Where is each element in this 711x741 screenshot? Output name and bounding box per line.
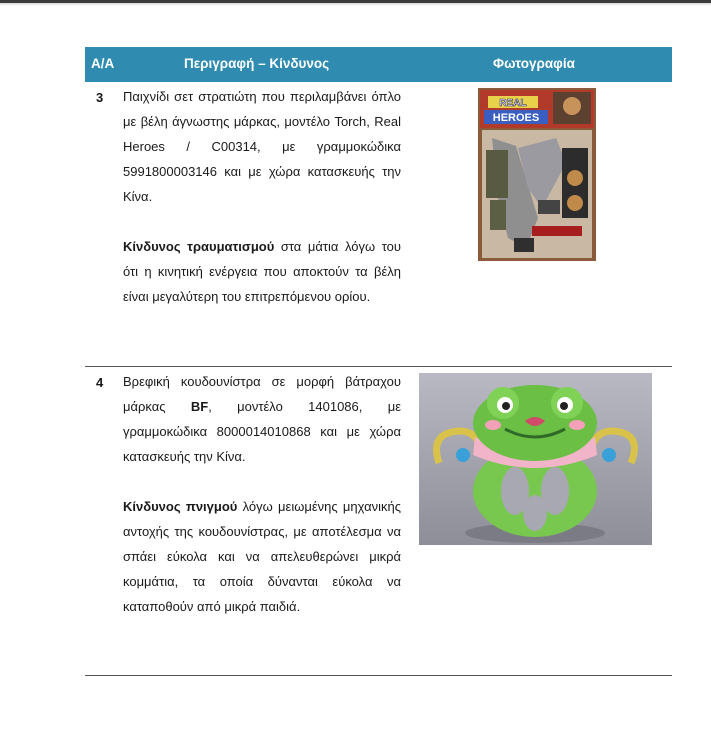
description-text: Βρεφική κουδουνίστρα σε μορφή βάτραχου μάρκας [123,374,401,414]
table-bottom-rule [85,675,672,676]
description-text: , μοντέλο 1401086, με γραμμοκώδικα 8000014010868 και με χώρα κατασκευής την Κίνα. [123,399,401,464]
window-top-shadow [0,3,711,6]
package-text-heroes: HEROES [492,112,540,124]
risk-text: στα μάτια λόγω του ότι η κινητική ενέργεια που αποκτούν τα βέλη είναι μεγαλύτερη του επιτρεπόμενου ορίου. [123,239,401,304]
brand-name: BF [190,399,209,414]
risk-description [123,494,401,619]
header-number: Α/Α [91,56,115,71]
risk-label: Κίνδυνος τραυματισμού [123,239,275,254]
row-description [123,84,401,309]
row-number: 4 [96,375,104,390]
row-description [123,369,401,619]
table-header [85,47,672,82]
row-number: 3 [96,90,104,105]
risk-description [123,234,401,309]
frog-rattle-photo [419,373,652,545]
header-photo: Φωτογραφία [493,56,575,71]
header-description: Περιγραφή – Κίνδυνος [184,56,330,71]
product-description: Παιχνίδι σετ στρατιώτη που περιλαμβάνει όπλο με βέλη άγνωστης μάρκας, μοντέλο Torch, Real Heroes / C00314, με γραμμοκώδικα 5991800003146 και με χώρα κατασκευής την Κίνα. [123,89,401,204]
risk-text: λόγω μειωμένης μηχανικής αντοχής της κουδουνίστρας, με αποτέλεσμα να σπάει εύκολα και να απελευθερώνει μικρά κομμάτια, τα οποία δύνανται εύκολα να καταποθούν από μικρά παιδιά. [123,499,401,614]
row-divider [85,366,672,367]
toy-soldier-set-photo [478,88,596,261]
package-text-real: REAL [499,98,527,109]
risk-label: Κίνδυνος πνιγμού [123,499,238,514]
product-description [123,369,401,469]
